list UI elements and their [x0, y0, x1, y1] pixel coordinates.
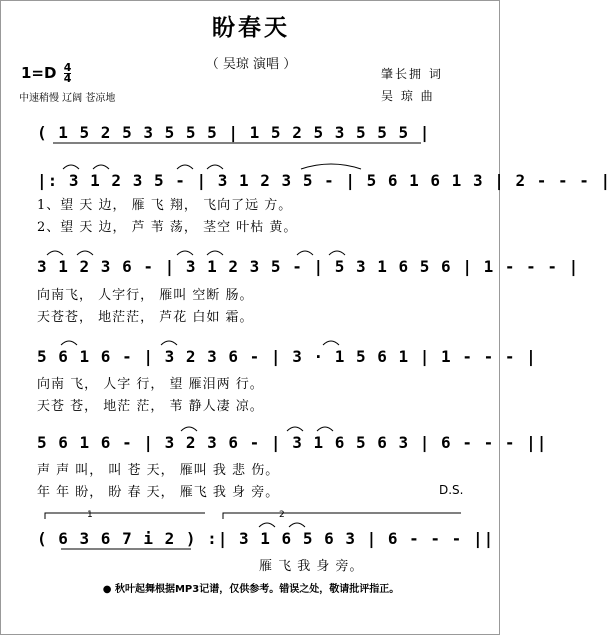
- slur: [77, 251, 93, 255]
- transcription-note: ● 秋叶起舞根据MP3记谱，仅供参考。错误之处，敬请批评指正。: [102, 584, 400, 595]
- score-line-5: 5 6 1 6 - | 3 2 3 6 - | 3 1 6 5 6 3 | 6 - - - ||: [37, 433, 548, 452]
- song-title: 盼春天: [212, 15, 290, 41]
- composer: 吴 琼 曲: [381, 89, 435, 103]
- volta-2-label: 2: [279, 510, 285, 520]
- tempo-marking: 中速稍慢 辽阔 苍凉地: [19, 93, 116, 104]
- lyric-line-2a: 1、望 天 边， 雁 飞 翔， 飞向了远 方。: [37, 198, 293, 213]
- dal-segno-mark: D.S.: [439, 483, 464, 497]
- slur: [61, 341, 77, 345]
- volta-1-label: 1: [87, 510, 93, 520]
- slur: [181, 427, 197, 431]
- singer-credit: （ 吴琼 演唱 ）: [205, 57, 297, 72]
- score-line-2: |: 3 1 2 3 5 - | 3 1 2 3 5 - | 5 6 1 6 1 3 | 2 - - - |: [37, 171, 611, 190]
- lyric-line-6: 雁 飞 我 身 旁。: [259, 559, 364, 574]
- slur: [297, 251, 313, 255]
- time-signature: [64, 63, 72, 84]
- slur: [259, 523, 275, 527]
- slur: [329, 251, 345, 255]
- key-text: 1=D: [21, 64, 57, 82]
- score-line-1: ( 1 5 2 5 3 5 5 5 | 1 5 2 5 3 5 5 5 |: [37, 123, 431, 142]
- volta-1-bracket: [45, 513, 205, 519]
- lyric-line-3b: 天苍苍， 地茫茫， 芦花 白如 霜。: [37, 310, 254, 325]
- lyric-line-5b: 年 年 盼， 盼 春 天， 雁飞 我 身 旁。: [37, 485, 280, 500]
- slur: [301, 164, 361, 169]
- slur: [47, 251, 63, 255]
- lyric-line-2b: 2、望 天 边， 芦 苇 荡， 茎空 叶枯 黄。: [37, 220, 298, 235]
- slur: [177, 165, 193, 169]
- score-line-6: ( 6 3 6 7 i 2 ) :| 3 1 6 5 6 3 | 6 - - - ||: [37, 529, 495, 548]
- lyricist: 肇长拥 词: [381, 67, 443, 81]
- volta-2-bracket: [223, 513, 461, 519]
- slur: [317, 427, 333, 431]
- slur: [161, 341, 177, 345]
- slur: [63, 165, 79, 169]
- score-line-4: 5 6 1 6 - | 3 2 3 6 - | 3 · 1 5 6 1 | 1 - - - |: [37, 347, 537, 366]
- lyric-line-3a: 向南飞， 人字行， 雁叫 空断 肠。: [37, 288, 254, 303]
- lyric-line-4a: 向南 飞， 人字 行， 望 雁泪两 行。: [37, 377, 264, 392]
- score-line-3: 3 1 2 3 6 - | 3 1 2 3 5 - | 5 3 1 6 5 6 | 1 - - - |: [37, 257, 580, 276]
- key-signature: [21, 63, 71, 84]
- lyric-line-5a: 声 声 叫， 叫 苍 天， 雁叫 我 悲 伤。: [37, 463, 280, 478]
- time-top: 4: [63, 61, 72, 74]
- slur: [287, 427, 303, 431]
- slur: [177, 251, 193, 255]
- slur: [207, 251, 223, 255]
- slur: [289, 523, 305, 527]
- slur: [207, 165, 223, 169]
- lyric-line-4b: 天苍 苍， 地茫 茫， 苇 静人凄 凉。: [37, 399, 264, 414]
- time-bottom: 4: [63, 72, 72, 85]
- slur: [93, 165, 109, 169]
- slur: [323, 341, 339, 345]
